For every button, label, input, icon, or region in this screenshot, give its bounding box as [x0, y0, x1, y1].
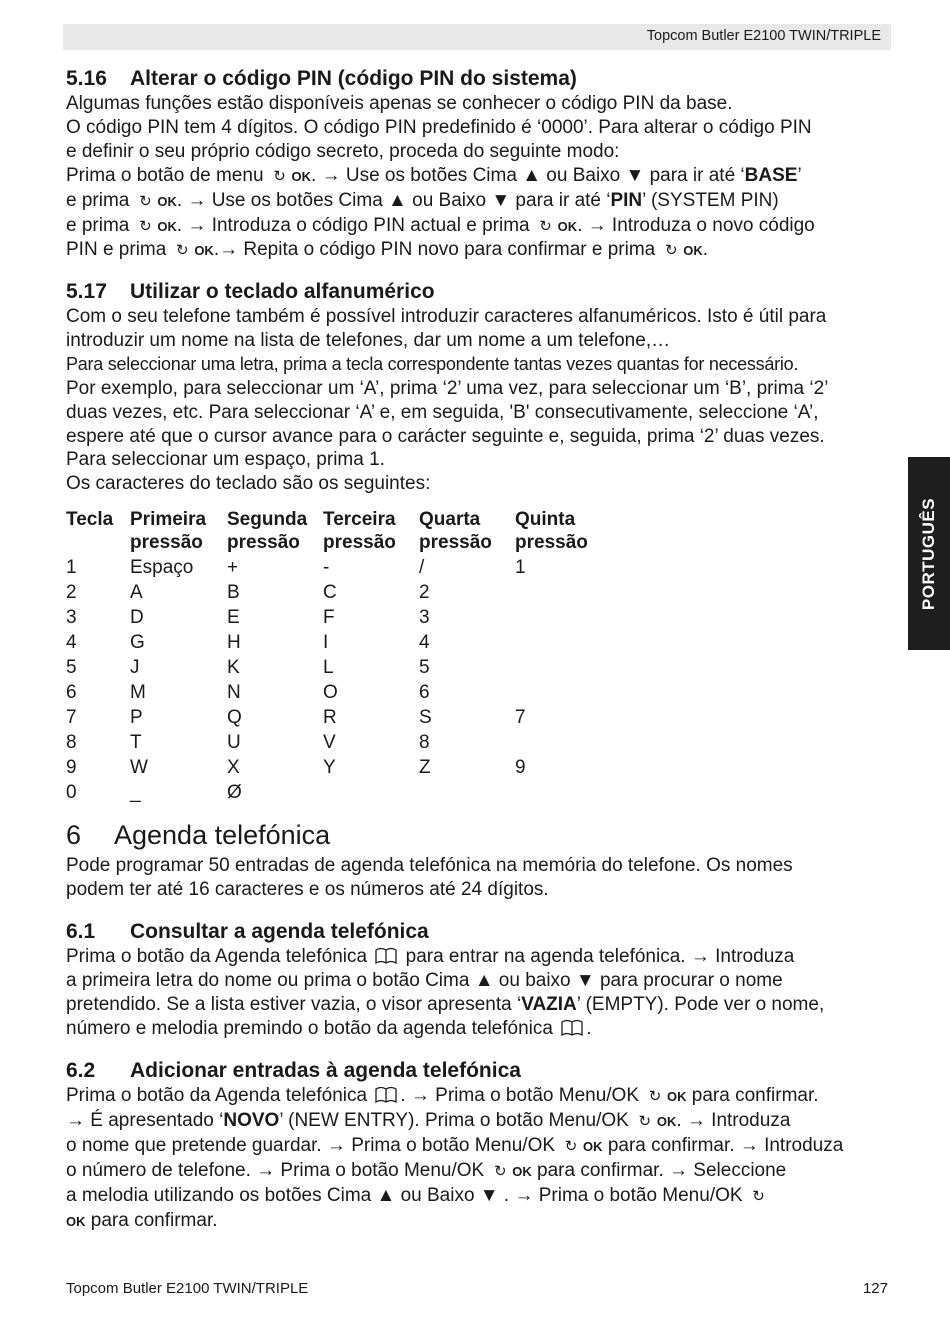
table-header-cell: Segunda pressão — [227, 509, 308, 553]
table-cell: J — [130, 657, 140, 678]
table-cell: 8 — [419, 732, 430, 753]
menu-ok-icon: ↻ — [752, 1187, 765, 1205]
menu-ok-icon: ↻ — [638, 1112, 652, 1130]
footer-title: Topcom Butler E2100 TWIN/TRIPLE — [66, 1280, 309, 1297]
paragraph: Prima o botão da Agenda telefónica . → Prima o botão Menu/OK ↻ OK para confirmar. → É apresentado ‘NOVO’ (NEW ENTRY). Prima o botão Menu/OK ↻ OK. → Introduza o nome que pretende guardar. → Prima o botão Menu/OK ↻ OK para confirmar. → Introduza o número de telefone. → Prima o botão Menu/OK ↻ OK para confirmar. → Seleccione a melodia utilizando os botões Cima ▲ ou Baixo ▼ . → Prima o botão Menu/OK ↻ OK para confirmar. — [66, 1085, 844, 1231]
table-cell: 8 — [66, 732, 77, 753]
section-heading: 5.17 Utilizar o teclado alfanumérico — [66, 280, 435, 303]
table-cell: K — [227, 657, 240, 678]
table-cell: 6 — [66, 682, 77, 703]
table-cell: 7 — [66, 707, 77, 728]
table-cell: L — [323, 657, 334, 678]
table-cell: Ø — [227, 782, 242, 803]
table-cell — [323, 781, 419, 806]
table-row — [66, 581, 611, 606]
menu-ok-icon: ↻ — [664, 242, 678, 260]
menu-ok-icon: ↻ — [493, 1162, 507, 1180]
table-cell: E — [227, 607, 240, 628]
table-cell: Espaço — [130, 557, 194, 578]
section-heading: 6.2 Adicionar entradas à agenda telefónica — [66, 1059, 521, 1082]
section-6-2 — [66, 1058, 843, 1233]
table-cell — [515, 631, 611, 656]
table-cell: M — [130, 682, 146, 703]
table-row — [66, 706, 611, 731]
table-header-cell: Terceira pressão — [323, 509, 396, 553]
table-row — [66, 781, 611, 806]
header-bar — [63, 24, 891, 50]
table-cell: G — [130, 632, 145, 653]
table-cell: 7 — [515, 707, 526, 728]
table-row — [66, 756, 611, 781]
table-cell: I — [323, 632, 329, 653]
table-cell — [515, 581, 611, 606]
section-heading: 5.16 Alterar o código PIN (código PIN do sistema) — [66, 67, 577, 90]
table-cell: 3 — [419, 607, 430, 628]
table-cell: D — [130, 607, 144, 628]
phonebook-icon — [374, 1086, 398, 1104]
phonebook-icon — [374, 947, 398, 965]
page-number: 127 — [862, 1280, 888, 1297]
paragraph: Algumas funções estão disponíveis apenas se conhecer o código PIN da base. O código PIN tem 4 dígitos. O código PIN predefinido é ‘0000’. Para alterar o código PIN e definir o seu próprio código secreto, proceda do seguinte modo: Prima o botão de menu ↻ OK. → Use os botões Cima ▲ ou Baixo ▼ para ir até ‘BASE’ e prima ↻ OK. → Use os botões Cima ▲ ou Baixo ▼ para ir até ‘PIN’ (SYSTEM PIN) e prima ↻ OK. → Introduza o código PIN actual e prima ↻ OK. → Introduza o novo código PIN e prima ↻ OK.→ Repita o código PIN novo para confirmar e prima ↻ OK. — [66, 92, 815, 263]
table-row — [66, 556, 611, 581]
table-cell: N — [227, 682, 241, 703]
table-cell — [515, 681, 611, 706]
table-cell: B — [227, 582, 240, 603]
table-row — [66, 656, 611, 681]
table-header-cell: Quarta pressão — [419, 509, 492, 553]
table-cell: 1 — [66, 557, 77, 578]
table-cell: Q — [227, 707, 242, 728]
table-cell: 9 — [66, 757, 77, 778]
table-cell — [419, 781, 515, 806]
table-cell: P — [130, 707, 143, 728]
table-cell: 5 — [66, 657, 77, 678]
table-cell: / — [419, 557, 425, 578]
table-cell: + — [227, 557, 239, 578]
table-cell: 3 — [66, 607, 77, 628]
table-cell — [515, 656, 611, 681]
section-6-1 — [66, 919, 824, 1041]
chapter-heading: 6 Agenda telefónica — [66, 820, 331, 850]
table-cell: S — [419, 707, 432, 728]
table-row — [66, 606, 611, 631]
table-cell: F — [323, 607, 335, 628]
header-title: Topcom Butler E2100 TWIN/TRIPLE — [646, 28, 881, 44]
table-cell — [515, 781, 611, 806]
table-cell: 5 — [419, 657, 430, 678]
table-cell — [515, 731, 611, 756]
table-row — [66, 731, 611, 756]
table-cell: 9 — [515, 757, 526, 778]
phonebook-icon — [560, 1019, 584, 1037]
menu-ok-icon: ↻ — [176, 242, 189, 260]
paragraph: Com o seu telefone também é possível introduzir caracteres alfanuméricos. Isto é útil para introduzir um nome na lista de telefones, dar um nome a um telefone,… Para seleccionar uma letra, prima a tecla correspondente tantas vezes quantas for necessário. Por exemplo, para seleccionar um ‘A’, prima ‘2’ uma vez, para seleccionar um ‘B’, prima ‘2’ duas vezes, etc. Para seleccionar ‘A’ e, em seguida, 'B' consecutivamente, seleccione ‘A’, espere até que o cursor avance para o carácter seguinte e, seguida, prima ‘2’ duas vezes. Para seleccionar um espaço, prima 1. Os caracteres do teclado são os seguintes: — [66, 306, 829, 495]
menu-ok-icon: ↻ — [139, 192, 152, 210]
section-5-17 — [66, 279, 828, 496]
table-cell: 2 — [419, 582, 430, 603]
table-cell: 2 — [66, 582, 77, 603]
table-cell: X — [227, 757, 240, 778]
table-cell: 1 — [515, 557, 526, 578]
table-cell — [515, 606, 611, 631]
table-cell: R — [323, 707, 337, 728]
table-row — [66, 631, 611, 656]
section-5-16 — [66, 66, 815, 263]
table-cell: H — [227, 632, 241, 653]
table-cell: Y — [323, 757, 336, 778]
table-cell: 6 — [419, 682, 430, 703]
table-cell: W — [130, 757, 148, 778]
language-tab — [908, 457, 950, 650]
menu-ok-icon: ↻ — [539, 217, 552, 235]
keypad-characters-table — [66, 508, 611, 806]
table-header-cell: Quinta pressão — [515, 509, 588, 553]
table-cell: O — [323, 682, 338, 703]
paragraph: Prima o botão da Agenda telefónica para entrar na agenda telefónica. → Introduza a primeira letra do nome ou prima o botão Cima ▲ ou baixo ▼ para procurar o nome pretendido. Se a lista estiver vazia, o visor apresenta ‘VAZIA’ (EMPTY). Pode ver o nome, número e melodia premindo o botão da agenda telefónica . — [66, 946, 825, 1039]
table-cell: _ — [130, 782, 141, 803]
section-6 — [66, 818, 793, 902]
table-cell: 0 — [66, 782, 77, 803]
table-cell: - — [323, 557, 330, 578]
table-cell: A — [130, 582, 143, 603]
table-cell: V — [323, 732, 336, 753]
menu-ok-icon: ↻ — [564, 1137, 578, 1155]
language-tab-label: PORTUGUÊS — [919, 497, 938, 610]
section-heading: 6.1 Consultar a agenda telefónica — [66, 920, 429, 943]
table-header-cell: Tecla — [66, 509, 114, 530]
table-cell: 4 — [419, 632, 430, 653]
table-cell: 4 — [66, 632, 77, 653]
table-cell: U — [227, 732, 241, 753]
table-cell: C — [323, 582, 337, 603]
table-row — [66, 681, 611, 706]
table-cell: Z — [419, 757, 431, 778]
paragraph: Pode programar 50 entradas de agenda telefónica na memória do telefone. Os nomes podem ter até 16 caracteres e os números até 24 dígitos. — [66, 855, 793, 900]
table-cell: T — [130, 732, 142, 753]
table-header-cell: Primeira pressão — [130, 509, 207, 553]
menu-ok-icon: ↻ — [648, 1088, 662, 1105]
menu-ok-icon: ↻ — [273, 167, 286, 185]
menu-ok-icon: ↻ — [139, 217, 152, 235]
